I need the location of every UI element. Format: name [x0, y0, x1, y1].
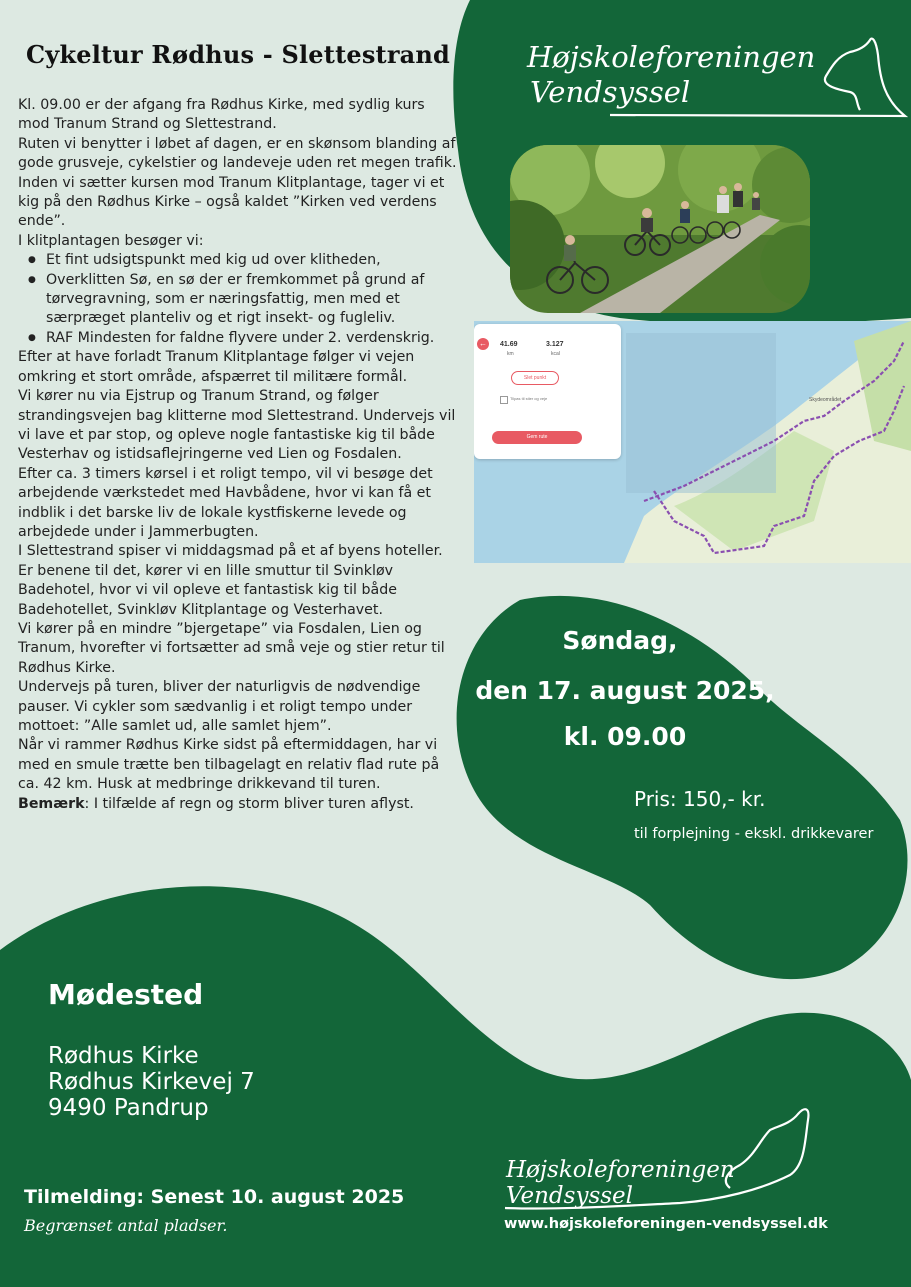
route-map[interactable]: [474, 321, 911, 563]
route-checkbox[interactable]: [500, 396, 508, 404]
event-price: Pris: 150,- kr.: [634, 787, 766, 811]
paragraph: Ruten vi benytter i løbet af dagen, er en skønsom blanding af gode grusveje, cykelstier og landeveje uden ret megen trafik.: [18, 135, 457, 172]
brand-region-bottom: Vendsyssel: [506, 1183, 634, 1209]
paragraph: Efter ca. 3 timers kørsel i et roligt tempo, vil vi besøge det arbejdende værkstedet med Havbådene, hvor vi kan få et indblik i det barske liv de lokale kystfiskerne levede og arbejdede under i Jammerbugten.: [18, 465, 433, 540]
paragraph: I klitplantagen besøger vi:: [18, 232, 204, 249]
military-zone: [626, 333, 776, 493]
cyclists-photo: [510, 145, 810, 313]
clear-point-button[interactable]: Slet punkt: [511, 371, 559, 385]
map-label: Skydeområdet: [809, 397, 842, 403]
limited-seats: Begrænset antal pladser.: [24, 1216, 228, 1235]
note: [18, 795, 458, 814]
website-link[interactable]: www.højskoleforeningen-vendsyssel.dk: [504, 1216, 828, 1232]
page-title: Cykeltur Rødhus - Slettestrand: [26, 40, 451, 69]
paragraph: Kl. 09.00 er der afgang fra Rødhus Kirke, med sydlig kurs mod Tranum Strand og Slettestrand.: [18, 97, 425, 133]
event-time: kl. 09.00: [563, 722, 687, 751]
route-checkbox-label: Tilpas til stier og veje: [510, 396, 548, 401]
signup-deadline: Tilmelding: Senest 10. august 2025: [24, 1186, 405, 1208]
route-panel: [474, 324, 621, 459]
meeting-place: Rødhus Kirke: [48, 1043, 199, 1069]
paragraph: Vi kører nu via Ejstrup og Tranum Strand, og følger strandingsvejen bag klitterne mod Slettestrand. Undervejs vil vi lave et par stop, og opleve nogle fantastiske kig til både Vesterhav og istidsaflejringerne ved Lien og Fosdalen.: [18, 388, 456, 463]
list-item: ● Overklitten Sø, en sø der er fremkommet på grund af tørvegravning, som er næringsfattig, men med et særpræget planteliv og et rigt insekt- og fugleliv.: [46, 271, 458, 329]
cyclists-illustration: [510, 145, 810, 313]
paragraph: Efter at have forladt Tranum Klitplantage følger vi vejen omkring et stort område, afspærret til militære formål.: [18, 349, 415, 385]
distance-unit: km: [507, 351, 514, 357]
brand-name-top: Højskoleforeningen: [527, 40, 816, 74]
calories-value: 3.127: [546, 341, 564, 348]
meeting-city: 9490 Pandrup: [48, 1095, 209, 1121]
paragraph: Undervejs på turen, bliver der naturligvis de nødvendige pauser. Vi cykler som sædvanlig i et roligt tempo under mottoet: ”Alle samlet ud, alle samlet hjem”.: [18, 679, 421, 734]
paragraph: I Slettestrand spiser vi middagsmad på et af byens hoteller.: [18, 543, 443, 560]
meeting-street: Rødhus Kirkevej 7: [48, 1069, 255, 1095]
list-item: ● Et fint udsigtspunkt med kig ud over klitheden,: [46, 251, 458, 270]
paragraph: Vi kører på en mindre ”bjergetape” via Fosdalen, Lien og Tranum, hvorefter vi fortsætter ad små veje og stier retur til Rødhus Kirke.: [18, 620, 445, 676]
visit-list: [18, 251, 458, 348]
calories-unit: kcal: [551, 351, 560, 357]
paragraph: Når vi rammer Rødhus Kirke sidst på eftermiddagen, har vi med en smule trætte ben tilbagelagt en relativ flad rute på ca. 42 km. Husk at medbringe drikkevand til turen.: [18, 737, 440, 793]
event-date: den 17. august 2025,: [475, 676, 775, 705]
meeting-heading: Mødested: [48, 978, 204, 1011]
brand-region-top: Vendsyssel: [530, 75, 691, 109]
back-button[interactable]: ←: [479, 339, 487, 348]
paragraph: Inden vi sætter kursen mod Tranum Klitplantage, tager vi et kig på den Rødhus Kirke – også kaldet ”Kirken ved verdens ende”.: [18, 174, 445, 230]
list-item: ● RAF Mindesten for faldne flyvere under 2. verdenskrig.: [46, 329, 458, 348]
event-day: Søndag,: [562, 626, 678, 655]
note-label: Bemærk: [18, 795, 85, 812]
save-route-button[interactable]: Gem rute: [492, 431, 582, 444]
price-note: til forplejning - ekskl. drikkevarer: [634, 826, 874, 842]
description-text: [18, 96, 458, 814]
paragraph: Er benene til det, kører vi en lille smuttur til Svinkløv Badehotel, hvor vi vil opleve et fantastisk kig til både Badehotellet, Svinkløv Klitplantage og Vesterhavet.: [18, 562, 397, 618]
brand-name-bottom: Højskoleforeningen: [506, 1157, 735, 1183]
distance-value: 41.69: [500, 341, 518, 348]
note-text: : I tilfælde af regn og storm bliver turen aflyst.: [84, 795, 414, 812]
